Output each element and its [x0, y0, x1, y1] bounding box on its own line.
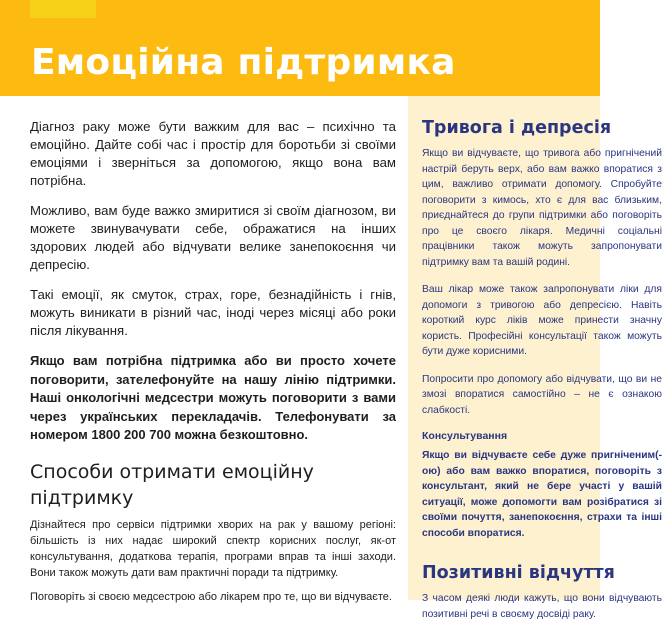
sidebar-anxiety-paragraph: Якщо ви відчуваєте, що тривога або пригнічений настрій беруть верх, або вам важко впоратися з цим, важливо отримати допомогу. Спробуйте поговорити з кимось, хто є для вас близьким, приєднайтеся до групи підтримки або поговоріть про це своєго лікаря. Медичні соціальні працівники також можуть запропонувати підтримку вам та вашій родині.: [422, 148, 662, 268]
ukraine-flag-icon: [30, 0, 96, 18]
sidebar-heading-positive: Позитивні відчуття: [422, 563, 615, 583]
sidebar-content: [422, 118, 662, 634]
sidebar-panel: [408, 96, 662, 620]
section-heading-support-ways: Способи отримати емоційну підтримку: [30, 460, 314, 509]
main-column: [30, 118, 396, 613]
page-title: Емоційна підтримка: [31, 42, 456, 83]
sidebar-subheading-counselling: Консультування: [422, 430, 508, 442]
sidebar-ask-help-paragraph: Попросити про допомогу або відчувати, що ви не змозі впоратися самостійно – не є ознакою слабкості.: [422, 373, 662, 416]
talk-nurse-paragraph: Поговоріть зі своєю медсестрою або лікарем про те, що ви відчуваєте.: [30, 590, 392, 603]
support-line-paragraph: Якщо вам потрібна підтримка або ви просто хочете поговорити, зателефонуйте на нашу лінію підтримки. Наші онкологічні медсестри можуть поговорити з вами через українських перекладачів. Телефонувати за номером 1800 200 700 можна безкоштовно.: [30, 353, 396, 442]
intro-paragraph: Діагноз раку може бути важким для вас – психічно та емоційно. Дайте собі час і простір для боротьби зі своїми емоціями і зверніться за допомогою, якщо вона вам потрібна.: [30, 119, 396, 188]
flag-yellow-stripe: [30, 0, 96, 18]
sidebar-heading-anxiety: Тривога і депресія: [422, 118, 612, 138]
services-paragraph: Дізнайтеся про сервіси підтримки хворих на рак у вашому регіоні: більшість із них надає широкий спектр корисних послуг, як-от консультування, додаткова терапія, програми вправ та інші заходи. Вони також можуть дати вам практичні поради та підтримку.: [30, 518, 396, 579]
diagnosis-paragraph: Можливо, вам буде важко змиритися зі своїм діагнозом, ви можете звинувачувати себе, ображатися на інших здорових людей або відчувати велике занепокоєння чи депресію.: [30, 203, 396, 272]
sidebar-positive-paragraph: З часом деякі люди кажуть, що вони відчувають позитивні речі в своєму досвіді раку.: [422, 593, 662, 620]
header-banner: [0, 0, 600, 96]
sidebar-medication-paragraph: Ваш лікар може також запропонувати ліки для допомоги з тривогою або депресією. Навіть короткий курс ліків може принести значну користь. Професійні консультації також можуть бути дуже корисними.: [422, 284, 662, 357]
sidebar-counselling-paragraph: Якщо ви відчуваєте себе дуже пригніченим(-ою) або вам важко впоратися, поговоріть з консультант, який не бере участі у вашій ситуації, може допомогти вам розібратися зі своїми почуття, занепокоєння, страхи та інші способи впоратися.: [422, 450, 662, 539]
emotions-paragraph: Такі емоції, як смуток, страх, горе, безнадійність і гнів, можуть виникати в різний час, іноді через місяці або роки після лікування.: [30, 287, 396, 338]
